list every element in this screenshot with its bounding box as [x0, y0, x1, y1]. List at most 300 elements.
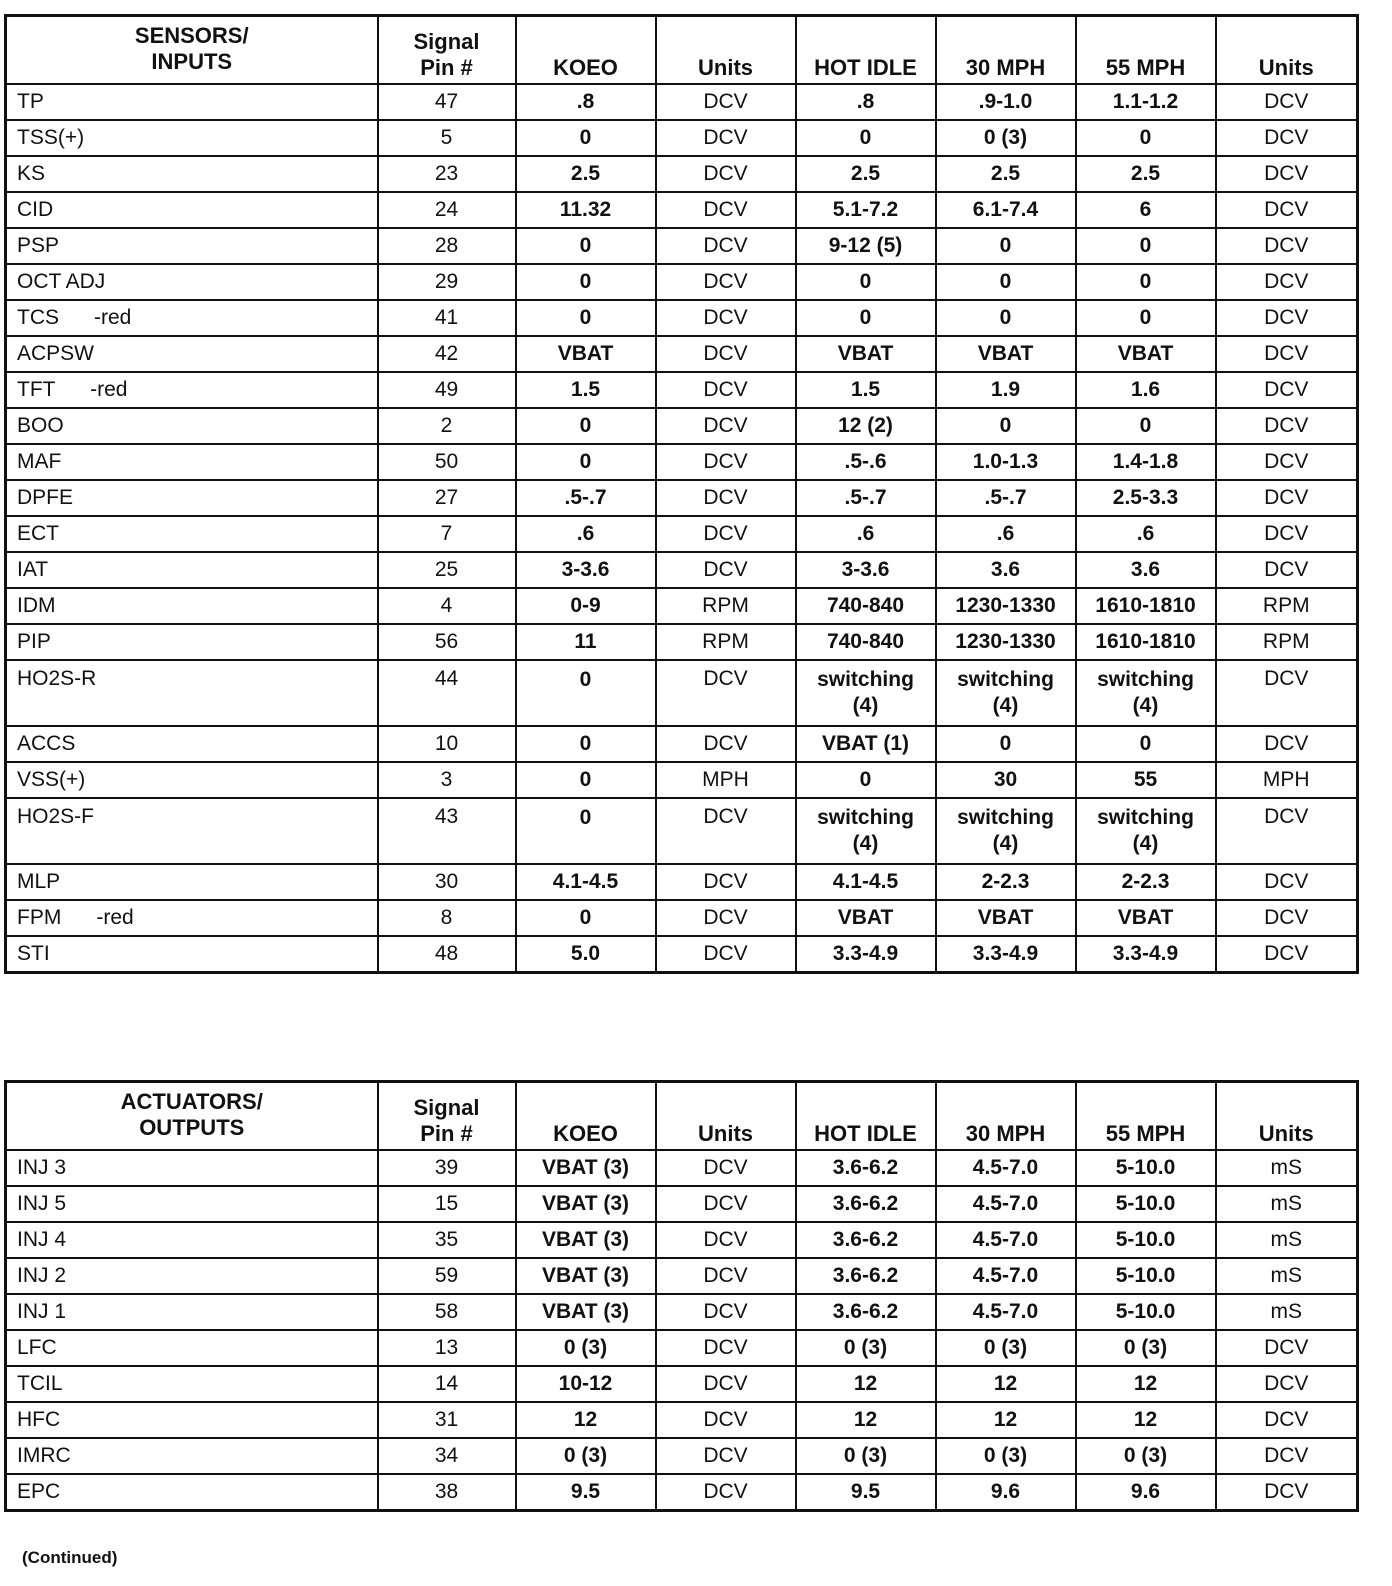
koeo-value: 0: [516, 660, 656, 726]
koeo-value: 0-9: [516, 588, 656, 624]
units-value: DCV: [656, 864, 796, 900]
units-2-value: DCV: [1216, 336, 1358, 372]
units-value: DCV: [656, 156, 796, 192]
units-2-value: DCV: [1216, 264, 1358, 300]
hot-idle-value: 0: [796, 264, 936, 300]
hot-idle-value: 3.6-6.2: [796, 1294, 936, 1330]
koeo-value: .6: [516, 516, 656, 552]
55-mph-value: switching (4): [1076, 798, 1216, 864]
signal-pin: 41: [378, 300, 516, 336]
signal-pin: 14: [378, 1366, 516, 1402]
55-mph-value: 5-10.0: [1076, 1294, 1216, 1330]
signal-pin: 44: [378, 660, 516, 726]
table-row: [6, 1366, 1358, 1402]
koeo-value: 0: [516, 120, 656, 156]
signal-pin: 27: [378, 480, 516, 516]
signal-pin: 30: [378, 864, 516, 900]
hot-idle-value: .8: [796, 84, 936, 120]
table-row: [6, 1330, 1358, 1366]
30-mph-value: 30: [936, 762, 1076, 798]
units-value: DCV: [656, 660, 796, 726]
header-units-2: Units: [1216, 16, 1358, 85]
units-2-value: DCV: [1216, 84, 1358, 120]
55-mph-value: 9.6: [1076, 1474, 1216, 1511]
continued-note: (Continued): [22, 1548, 118, 1567]
units-2-value: mS: [1216, 1150, 1358, 1186]
signal-name: INJ 5: [6, 1186, 378, 1222]
koeo-value: 0: [516, 726, 656, 762]
55-mph-value: 1610-1810: [1076, 588, 1216, 624]
units-2-value: mS: [1216, 1222, 1358, 1258]
koeo-value: VBAT (3): [516, 1186, 656, 1222]
header-sensors-inputs: SENSORS/ INPUTS: [6, 16, 378, 85]
30-mph-value: 2.5: [936, 156, 1076, 192]
units-value: DCV: [656, 1222, 796, 1258]
30-mph-value: 12: [936, 1366, 1076, 1402]
table-row: [6, 228, 1358, 264]
units-2-value: DCV: [1216, 936, 1358, 973]
units-value: DCV: [656, 192, 796, 228]
hot-idle-value: VBAT: [796, 336, 936, 372]
header-signal-pin: Signal Pin #: [378, 16, 516, 85]
signal-name: TP: [6, 84, 378, 120]
hot-idle-value: .6: [796, 516, 936, 552]
koeo-value: 0 (3): [516, 1330, 656, 1366]
table-row: [6, 1186, 1358, 1222]
table-row: [6, 1402, 1358, 1438]
table-row: [6, 372, 1358, 408]
units-value: DCV: [656, 372, 796, 408]
units-value: DCV: [656, 900, 796, 936]
units-value: DCV: [656, 228, 796, 264]
30-mph-value: 0: [936, 300, 1076, 336]
units-value: DCV: [656, 1402, 796, 1438]
koeo-value: 12: [516, 1402, 656, 1438]
hot-idle-value: 3.6-6.2: [796, 1186, 936, 1222]
30-mph-value: 0 (3): [936, 1330, 1076, 1366]
hot-idle-value: VBAT (1): [796, 726, 936, 762]
signal-pin: 25: [378, 552, 516, 588]
55-mph-value: 0: [1076, 726, 1216, 762]
hot-idle-value: 740-840: [796, 588, 936, 624]
hot-idle-value: 5.1-7.2: [796, 192, 936, 228]
units-value: DCV: [656, 798, 796, 864]
koeo-value: 0: [516, 228, 656, 264]
signal-pin: 38: [378, 1474, 516, 1511]
units-value: DCV: [656, 1330, 796, 1366]
30-mph-value: VBAT: [936, 336, 1076, 372]
30-mph-value: .6: [936, 516, 1076, 552]
koeo-value: 0: [516, 408, 656, 444]
units-2-value: DCV: [1216, 156, 1358, 192]
55-mph-value: 5-10.0: [1076, 1186, 1216, 1222]
30-mph-value: 0 (3): [936, 120, 1076, 156]
hot-idle-value: 2.5: [796, 156, 936, 192]
signal-pin: 7: [378, 516, 516, 552]
table-row: [6, 864, 1358, 900]
units-2-value: DCV: [1216, 228, 1358, 264]
units-2-value: RPM: [1216, 624, 1358, 660]
30-mph-value: 0 (3): [936, 1438, 1076, 1474]
sensors-inputs-table: [4, 14, 1359, 974]
units-2-value: DCV: [1216, 552, 1358, 588]
koeo-value: 0: [516, 762, 656, 798]
hot-idle-value: VBAT: [796, 900, 936, 936]
units-2-value: DCV: [1216, 1474, 1358, 1511]
30-mph-value: VBAT: [936, 900, 1076, 936]
signal-name: FPM -red: [6, 900, 378, 936]
55-mph-value: 0: [1076, 300, 1216, 336]
units-2-value: mS: [1216, 1294, 1358, 1330]
hot-idle-value: 3.6-6.2: [796, 1222, 936, 1258]
koeo-value: .5-.7: [516, 480, 656, 516]
units-value: RPM: [656, 588, 796, 624]
hot-idle-value: 1.5: [796, 372, 936, 408]
hot-idle-value: 3.6-6.2: [796, 1258, 936, 1294]
table-row: [6, 300, 1358, 336]
signal-pin: 13: [378, 1330, 516, 1366]
table-row: [6, 660, 1358, 726]
signal-name: IDM: [6, 588, 378, 624]
30-mph-value: 0: [936, 408, 1076, 444]
table-row: [6, 408, 1358, 444]
30-mph-value: 12: [936, 1402, 1076, 1438]
30-mph-value: .5-.7: [936, 480, 1076, 516]
units-2-value: DCV: [1216, 1366, 1358, 1402]
koeo-value: VBAT (3): [516, 1294, 656, 1330]
signal-pin: 48: [378, 936, 516, 973]
hot-idle-value: 0: [796, 120, 936, 156]
units-2-value: mS: [1216, 1186, 1358, 1222]
55-mph-value: 0: [1076, 408, 1216, 444]
table-row: [6, 588, 1358, 624]
30-mph-value: 1230-1330: [936, 588, 1076, 624]
signal-name: IAT: [6, 552, 378, 588]
55-mph-value: 1610-1810: [1076, 624, 1216, 660]
signal-name: TCS -red: [6, 300, 378, 336]
koeo-value: 11: [516, 624, 656, 660]
55-mph-value: 0 (3): [1076, 1438, 1216, 1474]
units-2-value: DCV: [1216, 480, 1358, 516]
signal-name: HO2S-R: [6, 660, 378, 726]
55-mph-value: VBAT: [1076, 900, 1216, 936]
signal-name: HO2S-F: [6, 798, 378, 864]
header-units-2: Units: [1216, 1082, 1358, 1151]
koeo-value: 5.0: [516, 936, 656, 973]
signal-pin: 29: [378, 264, 516, 300]
hot-idle-value: switching (4): [796, 660, 936, 726]
units-2-value: DCV: [1216, 372, 1358, 408]
signal-name: INJ 4: [6, 1222, 378, 1258]
signal-pin: 28: [378, 228, 516, 264]
signal-name: KS: [6, 156, 378, 192]
table-row: [6, 84, 1358, 120]
signal-pin: 34: [378, 1438, 516, 1474]
signal-pin: 23: [378, 156, 516, 192]
units-value: DCV: [656, 408, 796, 444]
header-units: Units: [656, 16, 796, 85]
hot-idle-value: 9.5: [796, 1474, 936, 1511]
signal-name: TCIL: [6, 1366, 378, 1402]
signal-pin: 10: [378, 726, 516, 762]
hot-idle-value: .5-.7: [796, 480, 936, 516]
signal-pin: 5: [378, 120, 516, 156]
30-mph-value: 3.6: [936, 552, 1076, 588]
55-mph-value: 5-10.0: [1076, 1222, 1216, 1258]
table-row: [6, 1294, 1358, 1330]
signal-pin: 2: [378, 408, 516, 444]
units-value: DCV: [656, 264, 796, 300]
table-row: [6, 762, 1358, 798]
55-mph-value: 3.6: [1076, 552, 1216, 588]
hot-idle-value: 4.1-4.5: [796, 864, 936, 900]
header-hot-idle: HOT IDLE: [796, 16, 936, 85]
signal-pin: 49: [378, 372, 516, 408]
header-55-mph: 55 MPH: [1076, 1082, 1216, 1151]
koeo-value: VBAT (3): [516, 1150, 656, 1186]
signal-name: ACCS: [6, 726, 378, 762]
table-row: [6, 516, 1358, 552]
units-value: DCV: [656, 120, 796, 156]
table-row: [6, 1150, 1358, 1186]
55-mph-value: 5-10.0: [1076, 1258, 1216, 1294]
koeo-value: 0: [516, 444, 656, 480]
table-row: [6, 900, 1358, 936]
hot-idle-value: switching (4): [796, 798, 936, 864]
signal-pin: 35: [378, 1222, 516, 1258]
55-mph-value: .6: [1076, 516, 1216, 552]
signal-name: VSS(+): [6, 762, 378, 798]
table-row: [6, 726, 1358, 762]
hot-idle-value: 3.6-6.2: [796, 1150, 936, 1186]
units-value: DCV: [656, 300, 796, 336]
table-row: [6, 336, 1358, 372]
units-value: DCV: [656, 1186, 796, 1222]
30-mph-value: 0: [936, 228, 1076, 264]
koeo-value: .8: [516, 84, 656, 120]
30-mph-value: 6.1-7.4: [936, 192, 1076, 228]
header-koeo: KOEO: [516, 16, 656, 85]
signal-name: IMRC: [6, 1438, 378, 1474]
units-value: DCV: [656, 1366, 796, 1402]
units-value: DCV: [656, 726, 796, 762]
units-2-value: mS: [1216, 1258, 1358, 1294]
signal-name: OCT ADJ: [6, 264, 378, 300]
signal-name: TSS(+): [6, 120, 378, 156]
units-value: DCV: [656, 444, 796, 480]
koeo-value: 4.1-4.5: [516, 864, 656, 900]
actuators-outputs-table: [4, 1080, 1359, 1512]
signal-name: MLP: [6, 864, 378, 900]
header-hot-idle: HOT IDLE: [796, 1082, 936, 1151]
table-row: [6, 480, 1358, 516]
55-mph-value: 55: [1076, 762, 1216, 798]
hot-idle-value: 0 (3): [796, 1330, 936, 1366]
signal-pin: 43: [378, 798, 516, 864]
koeo-value: 11.32: [516, 192, 656, 228]
signal-name: INJ 2: [6, 1258, 378, 1294]
units-2-value: RPM: [1216, 588, 1358, 624]
koeo-value: 0: [516, 300, 656, 336]
30-mph-value: 1.0-1.3: [936, 444, 1076, 480]
signal-pin: 39: [378, 1150, 516, 1186]
units-2-value: DCV: [1216, 516, 1358, 552]
signal-name: LFC: [6, 1330, 378, 1366]
koeo-value: 0: [516, 900, 656, 936]
table-row: [6, 1258, 1358, 1294]
units-value: DCV: [656, 1474, 796, 1511]
units-2-value: DCV: [1216, 192, 1358, 228]
signal-name: INJ 3: [6, 1150, 378, 1186]
55-mph-value: 1.6: [1076, 372, 1216, 408]
header-55-mph: 55 MPH: [1076, 16, 1216, 85]
signal-name: BOO: [6, 408, 378, 444]
signal-pin: 8: [378, 900, 516, 936]
table-row: [6, 1222, 1358, 1258]
signal-name: EPC: [6, 1474, 378, 1511]
units-2-value: DCV: [1216, 798, 1358, 864]
units-2-value: DCV: [1216, 1438, 1358, 1474]
table-row: [6, 1474, 1358, 1511]
hot-idle-value: 3.3-4.9: [796, 936, 936, 973]
signal-pin: 42: [378, 336, 516, 372]
30-mph-value: 4.5-7.0: [936, 1258, 1076, 1294]
units-value: DCV: [656, 336, 796, 372]
units-value: DCV: [656, 1150, 796, 1186]
units-2-value: DCV: [1216, 1402, 1358, 1438]
units-value: DCV: [656, 936, 796, 973]
koeo-value: VBAT (3): [516, 1258, 656, 1294]
header-30-mph: 30 MPH: [936, 16, 1076, 85]
hot-idle-value: 0: [796, 762, 936, 798]
units-2-value: DCV: [1216, 444, 1358, 480]
hot-idle-value: 3-3.6: [796, 552, 936, 588]
hot-idle-value: 9-12 (5): [796, 228, 936, 264]
koeo-value: 2.5: [516, 156, 656, 192]
units-2-value: DCV: [1216, 660, 1358, 726]
units-value: DCV: [656, 480, 796, 516]
header-signal-pin: Signal Pin #: [378, 1082, 516, 1151]
signal-pin: 4: [378, 588, 516, 624]
signal-name: TFT -red: [6, 372, 378, 408]
30-mph-value: switching (4): [936, 660, 1076, 726]
units-2-value: DCV: [1216, 864, 1358, 900]
30-mph-value: 4.5-7.0: [936, 1294, 1076, 1330]
koeo-value: VBAT (3): [516, 1222, 656, 1258]
55-mph-value: 2.5-3.3: [1076, 480, 1216, 516]
hot-idle-value: 0 (3): [796, 1438, 936, 1474]
units-value: DCV: [656, 552, 796, 588]
actuators-header-row: [6, 1082, 1358, 1151]
koeo-value: VBAT: [516, 336, 656, 372]
header-koeo: KOEO: [516, 1082, 656, 1151]
signal-name: PSP: [6, 228, 378, 264]
units-2-value: DCV: [1216, 900, 1358, 936]
units-value: DCV: [656, 84, 796, 120]
55-mph-value: 6: [1076, 192, 1216, 228]
hot-idle-value: 12: [796, 1366, 936, 1402]
55-mph-value: 0: [1076, 120, 1216, 156]
sensors-header-row: [6, 16, 1358, 85]
55-mph-value: 1.4-1.8: [1076, 444, 1216, 480]
table-row: [6, 552, 1358, 588]
signal-pin: 59: [378, 1258, 516, 1294]
units-2-value: DCV: [1216, 120, 1358, 156]
hot-idle-value: 740-840: [796, 624, 936, 660]
signal-name: ACPSW: [6, 336, 378, 372]
units-value: DCV: [656, 516, 796, 552]
30-mph-value: 9.6: [936, 1474, 1076, 1511]
koeo-value: 1.5: [516, 372, 656, 408]
signal-name: ECT: [6, 516, 378, 552]
signal-pin: 47: [378, 84, 516, 120]
koeo-value: 3-3.6: [516, 552, 656, 588]
table-row: [6, 192, 1358, 228]
units-2-value: DCV: [1216, 300, 1358, 336]
koeo-value: 0: [516, 798, 656, 864]
55-mph-value: 2-2.3: [1076, 864, 1216, 900]
30-mph-value: 1230-1330: [936, 624, 1076, 660]
55-mph-value: 12: [1076, 1402, 1216, 1438]
signal-pin: 58: [378, 1294, 516, 1330]
55-mph-value: 1.1-1.2: [1076, 84, 1216, 120]
units-2-value: MPH: [1216, 762, 1358, 798]
signal-name: INJ 1: [6, 1294, 378, 1330]
55-mph-value: VBAT: [1076, 336, 1216, 372]
units-value: RPM: [656, 624, 796, 660]
30-mph-value: 4.5-7.0: [936, 1150, 1076, 1186]
signal-name: CID: [6, 192, 378, 228]
units-value: DCV: [656, 1294, 796, 1330]
signal-pin: 50: [378, 444, 516, 480]
signal-name: HFC: [6, 1402, 378, 1438]
signal-name: STI: [6, 936, 378, 973]
55-mph-value: 2.5: [1076, 156, 1216, 192]
units-2-value: DCV: [1216, 1330, 1358, 1366]
signal-name: PIP: [6, 624, 378, 660]
koeo-value: 0: [516, 264, 656, 300]
signal-name: MAF: [6, 444, 378, 480]
koeo-value: 0 (3): [516, 1438, 656, 1474]
units-2-value: DCV: [1216, 408, 1358, 444]
30-mph-value: 4.5-7.0: [936, 1186, 1076, 1222]
signal-pin: 15: [378, 1186, 516, 1222]
hot-idle-value: 0: [796, 300, 936, 336]
signal-pin: 31: [378, 1402, 516, 1438]
hot-idle-value: .5-.6: [796, 444, 936, 480]
signal-name: DPFE: [6, 480, 378, 516]
table-row: [6, 798, 1358, 864]
koeo-value: 10-12: [516, 1366, 656, 1402]
30-mph-value: 2-2.3: [936, 864, 1076, 900]
units-value: DCV: [656, 1258, 796, 1294]
hot-idle-value: 12: [796, 1402, 936, 1438]
30-mph-value: 1.9: [936, 372, 1076, 408]
30-mph-value: switching (4): [936, 798, 1076, 864]
30-mph-value: 4.5-7.0: [936, 1222, 1076, 1258]
55-mph-value: 3.3-4.9: [1076, 936, 1216, 973]
table-row: [6, 1438, 1358, 1474]
30-mph-value: 3.3-4.9: [936, 936, 1076, 973]
30-mph-value: .9-1.0: [936, 84, 1076, 120]
koeo-value: 9.5: [516, 1474, 656, 1511]
table-row: [6, 120, 1358, 156]
units-2-value: DCV: [1216, 726, 1358, 762]
55-mph-value: switching (4): [1076, 660, 1216, 726]
55-mph-value: 5-10.0: [1076, 1150, 1216, 1186]
table-row: [6, 444, 1358, 480]
table-row: [6, 264, 1358, 300]
